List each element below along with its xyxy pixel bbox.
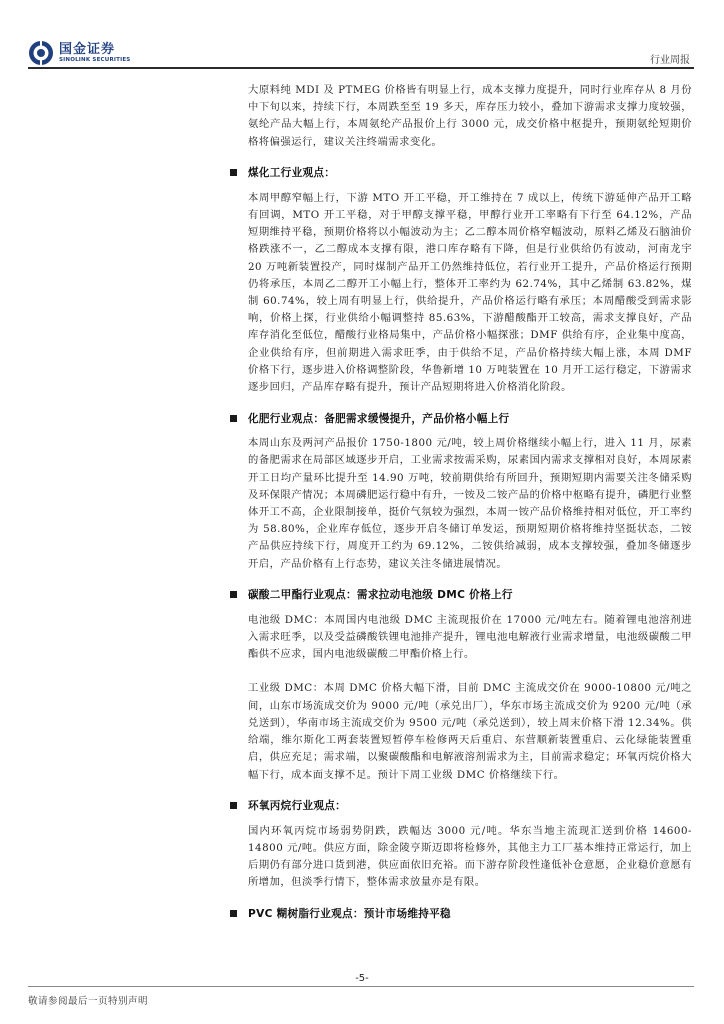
header-divider (28, 67, 694, 69)
footer-divider (28, 986, 694, 987)
section-paragraph: 国内环氧丙烷市场弱势阴跌，跌幅达 3000 元/吨。华东当地主流现汇送到价格 14600-14800 元/吨。供应方面，除金陵亨斯迈即将检修外，其他主力工厂基本维持正常运行，加上后期仍有部分进口货到港，供应面依旧充裕。而下游存阶段性逢低补仓意愿，企业稳价意愿有所增加，但淡季行情下，整体需求放量亦是有限。 (248, 824, 692, 889)
page-number: -5- (355, 973, 369, 984)
square-bullet-icon (230, 591, 237, 598)
sinolink-logo-icon (28, 40, 54, 66)
disclaimer-note: 敬请参阅最后一页特别声明 (28, 996, 149, 1007)
logo-english-name: SINOLINK SECURITIES (59, 57, 131, 63)
section-paragraph: 本周山东及两河产品报价 1750-1800 元/吨，较上周价格继续小幅上行，进入 11 月，尿素的备肥需求在局部区域逐步开启，工业需求按需采购，尿素国内需求支撑相对良好，本周尿素开工日均产量环比提升至 14.90 万吨，较前期供给有所回升，预期短期内需要关注冬储采购及环保限产情况；本周磷肥运行稳中有升，一铵及二铵产品的价格中枢略有提升，磷肥行业整体开工不高，企业限制接单，挺价气氛较为强烈，本周一铵产品价格维持相对低位，开工率约为 58.80%，企业库存低位，逐步开启冬储订单发运，预期短期价格将维持坚挺状态，二铵产品供应持续下行，周度开工约为 69.12%，二铵供给减弱，成本支撑较强，叠加冬储逐步开启，产品价格有上行态势，建议关注冬储进展情况。 (248, 437, 692, 570)
logo-chinese-name: 国金证券 (59, 42, 116, 57)
section-pvc-paste-resin (248, 905, 692, 923)
section-dmc (248, 586, 692, 784)
section-propylene-oxide (248, 797, 692, 892)
square-bullet-icon (230, 910, 237, 917)
section-fertilizer (248, 409, 692, 573)
intro-paragraph: 大原料纯 MDI 及 PTMEG 价格皆有明显上行，成本支撑力度提升，同时行业库存从 8 月份中下旬以来，持续下行，本周跌至至 19 多天，库存压力较小，叠加下游需求支撑力度较强，氨纶产品大幅上行，本周氨纶产品报价上行 3000 元，成交价格中枢提升，预期氨纶短期价格将偏强运行，建议关注终端需求变化。 (248, 84, 692, 148)
report-type-label: 行业周报 (650, 55, 690, 66)
section-paragraph: 工业级 DMC：本周 DMC 价格大幅下滑，目前 DMC 主流成交价在 9000-10800 元/吨之间，山东市场流成交价为 9000 元/吨（承兑出厂），华东市场主流成交价为 9200 元/吨（承兑送到），华南市场主流成交价为 9500 元/吨（承兑送到），较上周末价格下滑 12.34%。供给端，维尔斯化工两套装置短暂停车检修两天后重启、东营顺新装置重启、云化绿能装置重启，供应充足；需求端，以聚碳酸酯和电解液溶剂需求为主，目前需求稳定；环氧丙烷价格大幅下行，成本面支撑不足。预计下周工业级 DMC 价格继续下行。 (248, 682, 692, 781)
section-title: 环氧丙烷行业观点： (248, 800, 347, 813)
square-bullet-icon (230, 169, 237, 176)
section-title: PVC 糊树脂行业观点：预计市场维持平稳 (248, 908, 451, 921)
report-body (248, 82, 692, 923)
section-paragraph: 本周甲醇窄幅上行，下游 MTO 开工平稳，开工维持在 7 成以上，传统下游延伸产品开工略有回调，MTO 开工平稳，对于甲醇支撑平稳，甲醇行业开工率略有下行至 64.12%，产品短期维持平稳，预期价格将以小幅波动为主；乙二醇本周价格窄幅波动，原料乙烯及石脑油价格跌涨不一，乙二醇成本支撑有限，港口库存略有下降，但是行业供给仍有波动，河南龙宇 20 万吨新装置投产，同时煤制产品开工仍然维持低位，若行业开工提升，产品价格运行预期仍将承压，本周乙二醇开工小幅上行，整体开工率约为 62.74%，其中乙烯制 63.82%，煤制 60.74%，较上周有明显上行，供给提升，产品价格运行略有承压；本周醋酸受到需求影响，价格上探，行业供给小幅调整持 85.63%，下游醋酸酯开工较高，需求支撑良好，产品库存消化至低位，醋酸行业格局集中，产品价格小幅探涨；DMF 供给有序，企业集中度高，企业供给有序，但前期进入需求旺季，由于供给不足，产品价格持续大幅上涨，本周 DMF 价格下行，逐步进入价格调整阶段，华鲁新增 10 万吨装置在 10 月开工运行稳定，下游需求逐步回归，产品库存略有提升，预计产品短期将进入价格消化阶段。 (248, 191, 692, 394)
square-bullet-icon (230, 415, 237, 422)
square-bullet-icon (230, 802, 237, 809)
company-logo (28, 40, 130, 66)
section-paragraph: 电池级 DMC：本周国内电池级 DMC 主流现报价在 17000 元/吨左右。随着锂电池溶剂进入需求旺季，以及受益磷酸铁锂电池排产提升，锂电池电解液行业需求增量，电池级碳酸二甲酯供不应求，国内电池级碳酸二甲酯价格上行。 (248, 613, 692, 661)
section-title: 化肥行业观点：备肥需求缓慢提升，产品价格小幅上行 (248, 412, 510, 425)
page-header (0, 0, 724, 70)
section-title: 碳酸二甲酯行业观点：需求拉动电池级 DMC 价格上行 (248, 589, 513, 602)
section-coal-chemical (248, 164, 692, 396)
section-title: 煤化工行业观点： (248, 167, 336, 180)
